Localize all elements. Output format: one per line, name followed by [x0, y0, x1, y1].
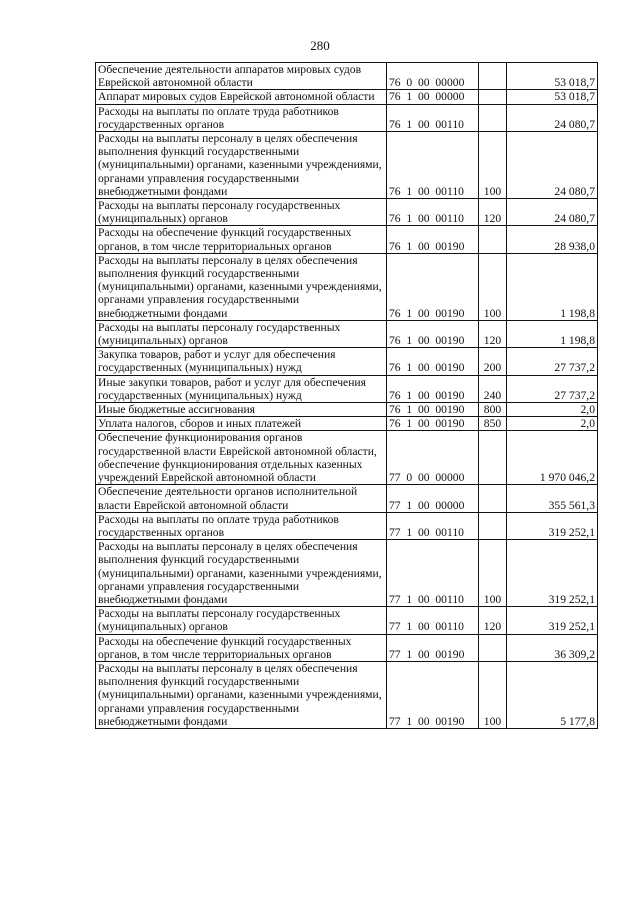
row-code: 76 1 00 00110: [387, 132, 479, 199]
page-number: 280: [310, 38, 330, 53]
budget-table: [95, 62, 598, 729]
row-name: Расходы на выплаты персоналу в целях обеспечения выполнения функций государственными (муниципальными) органами, казенными учреждениями, органами управления государственными внебюджетными фондами: [96, 661, 387, 728]
row-code: 76 0 00 00000: [387, 63, 479, 90]
table-row: [96, 403, 598, 417]
row-code: 77 1 00 00110: [387, 540, 479, 607]
row-code: 76 1 00 00190: [387, 417, 479, 431]
row-name: Иные закупки товаров, работ и услуг для обеспечения государственных (муниципальных) нужд: [96, 375, 387, 402]
row-name: Расходы на обеспечение функций государственных органов, в том числе территориальных органов: [96, 226, 387, 253]
table-row: [96, 226, 598, 253]
row-expense-type: 200: [479, 348, 507, 375]
row-amount: 355 561,3: [507, 485, 598, 512]
row-code: 76 1 00 00190: [387, 253, 479, 320]
row-amount: 1 198,8: [507, 253, 598, 320]
row-expense-type: [479, 63, 507, 90]
table-row: [96, 104, 598, 131]
row-expense-type: 800: [479, 403, 507, 417]
row-amount: 24 080,7: [507, 132, 598, 199]
table-row: [96, 607, 598, 634]
row-code: 76 1 00 00190: [387, 348, 479, 375]
table-row: [96, 512, 598, 539]
table-row: [96, 485, 598, 512]
row-amount: 27 737,2: [507, 375, 598, 402]
row-name: Уплата налогов, сборов и иных платежей: [96, 417, 387, 431]
row-amount: 27 737,2: [507, 348, 598, 375]
row-expense-type: 100: [479, 253, 507, 320]
row-expense-type: 100: [479, 132, 507, 199]
table-row: [96, 540, 598, 607]
table-row: [96, 661, 598, 728]
table-row: [96, 199, 598, 226]
row-amount: 53 018,7: [507, 63, 598, 90]
row-name: Обеспечение деятельности органов исполнительной власти Еврейской автономной области: [96, 485, 387, 512]
row-name: Иные бюджетные ассигнования: [96, 403, 387, 417]
row-expense-type: 100: [479, 540, 507, 607]
row-amount: 319 252,1: [507, 512, 598, 539]
row-code: 76 1 00 00190: [387, 226, 479, 253]
row-code: 77 1 00 00110: [387, 512, 479, 539]
row-name: Расходы на выплаты по оплате труда работников государственных органов: [96, 512, 387, 539]
row-expense-type: 120: [479, 607, 507, 634]
row-code: 76 1 00 00110: [387, 104, 479, 131]
row-name: Закупка товаров, работ и услуг для обеспечения государственных (муниципальных) нужд: [96, 348, 387, 375]
row-name: Расходы на выплаты персоналу в целях обеспечения выполнения функций государственными (муниципальными) органами, казенными учреждениями, органами управления государственными внебюджетными фондами: [96, 253, 387, 320]
row-code: 76 1 00 00190: [387, 403, 479, 417]
row-amount: 1 970 046,2: [507, 431, 598, 485]
row-name: Аппарат мировых судов Еврейской автономной области: [96, 90, 387, 104]
row-amount: 24 080,7: [507, 199, 598, 226]
table-row: [96, 320, 598, 347]
row-code: 77 1 00 00110: [387, 607, 479, 634]
row-amount: 1 198,8: [507, 320, 598, 347]
row-name: Расходы на выплаты персоналу в целях обеспечения выполнения функций государственными (муниципальными) органами, казенными учреждениями, органами управления государственными внебюджетными фондами: [96, 540, 387, 607]
row-name: Расходы на обеспечение функций государственных органов, в том числе территориальных органов: [96, 634, 387, 661]
row-expense-type: 100: [479, 661, 507, 728]
row-expense-type: [479, 634, 507, 661]
row-amount: 53 018,7: [507, 90, 598, 104]
row-expense-type: [479, 512, 507, 539]
row-code: 77 0 00 00000: [387, 431, 479, 485]
row-expense-type: [479, 431, 507, 485]
table-row: [96, 90, 598, 104]
table-row: [96, 431, 598, 485]
row-code: 77 1 00 00190: [387, 661, 479, 728]
table-row: [96, 132, 598, 199]
row-code: 77 1 00 00000: [387, 485, 479, 512]
row-amount: 28 938,0: [507, 226, 598, 253]
row-name: Расходы на выплаты по оплате труда работников государственных органов: [96, 104, 387, 131]
row-expense-type: 120: [479, 320, 507, 347]
table-row: [96, 348, 598, 375]
table-row: [96, 417, 598, 431]
row-code: 76 1 00 00110: [387, 199, 479, 226]
row-expense-type: [479, 485, 507, 512]
row-amount: 5 177,8: [507, 661, 598, 728]
row-amount: 2,0: [507, 417, 598, 431]
row-expense-type: [479, 226, 507, 253]
row-expense-type: 850: [479, 417, 507, 431]
row-code: 76 1 00 00000: [387, 90, 479, 104]
table-row: [96, 375, 598, 402]
row-amount: 24 080,7: [507, 104, 598, 131]
table-row: [96, 634, 598, 661]
row-amount: 2,0: [507, 403, 598, 417]
row-name: Расходы на выплаты персоналу государственных (муниципальных) органов: [96, 199, 387, 226]
row-expense-type: [479, 104, 507, 131]
row-name: Обеспечение функционирования органов государственной власти Еврейской автономной области, обеспечение функционирования отдельных казенных учреждений Еврейской автономной области: [96, 431, 387, 485]
row-name: Расходы на выплаты персоналу государственных (муниципальных) органов: [96, 607, 387, 634]
budget-table-body: [96, 63, 598, 729]
table-row: [96, 63, 598, 90]
row-expense-type: 120: [479, 199, 507, 226]
row-code: 77 1 00 00190: [387, 634, 479, 661]
row-name: Расходы на выплаты персоналу в целях обеспечения выполнения функций государственными (муниципальными) органами, казенными учреждениями, органами управления государственными внебюджетными фондами: [96, 132, 387, 199]
row-code: 76 1 00 00190: [387, 375, 479, 402]
row-amount: 319 252,1: [507, 607, 598, 634]
row-amount: 36 309,2: [507, 634, 598, 661]
row-amount: 319 252,1: [507, 540, 598, 607]
row-name: Расходы на выплаты персоналу государственных (муниципальных) органов: [96, 320, 387, 347]
row-expense-type: 240: [479, 375, 507, 402]
row-code: 76 1 00 00190: [387, 320, 479, 347]
row-expense-type: [479, 90, 507, 104]
table-row: [96, 253, 598, 320]
row-name: Обеспечение деятельности аппаратов мировых судов Еврейской автономной области: [96, 63, 387, 90]
